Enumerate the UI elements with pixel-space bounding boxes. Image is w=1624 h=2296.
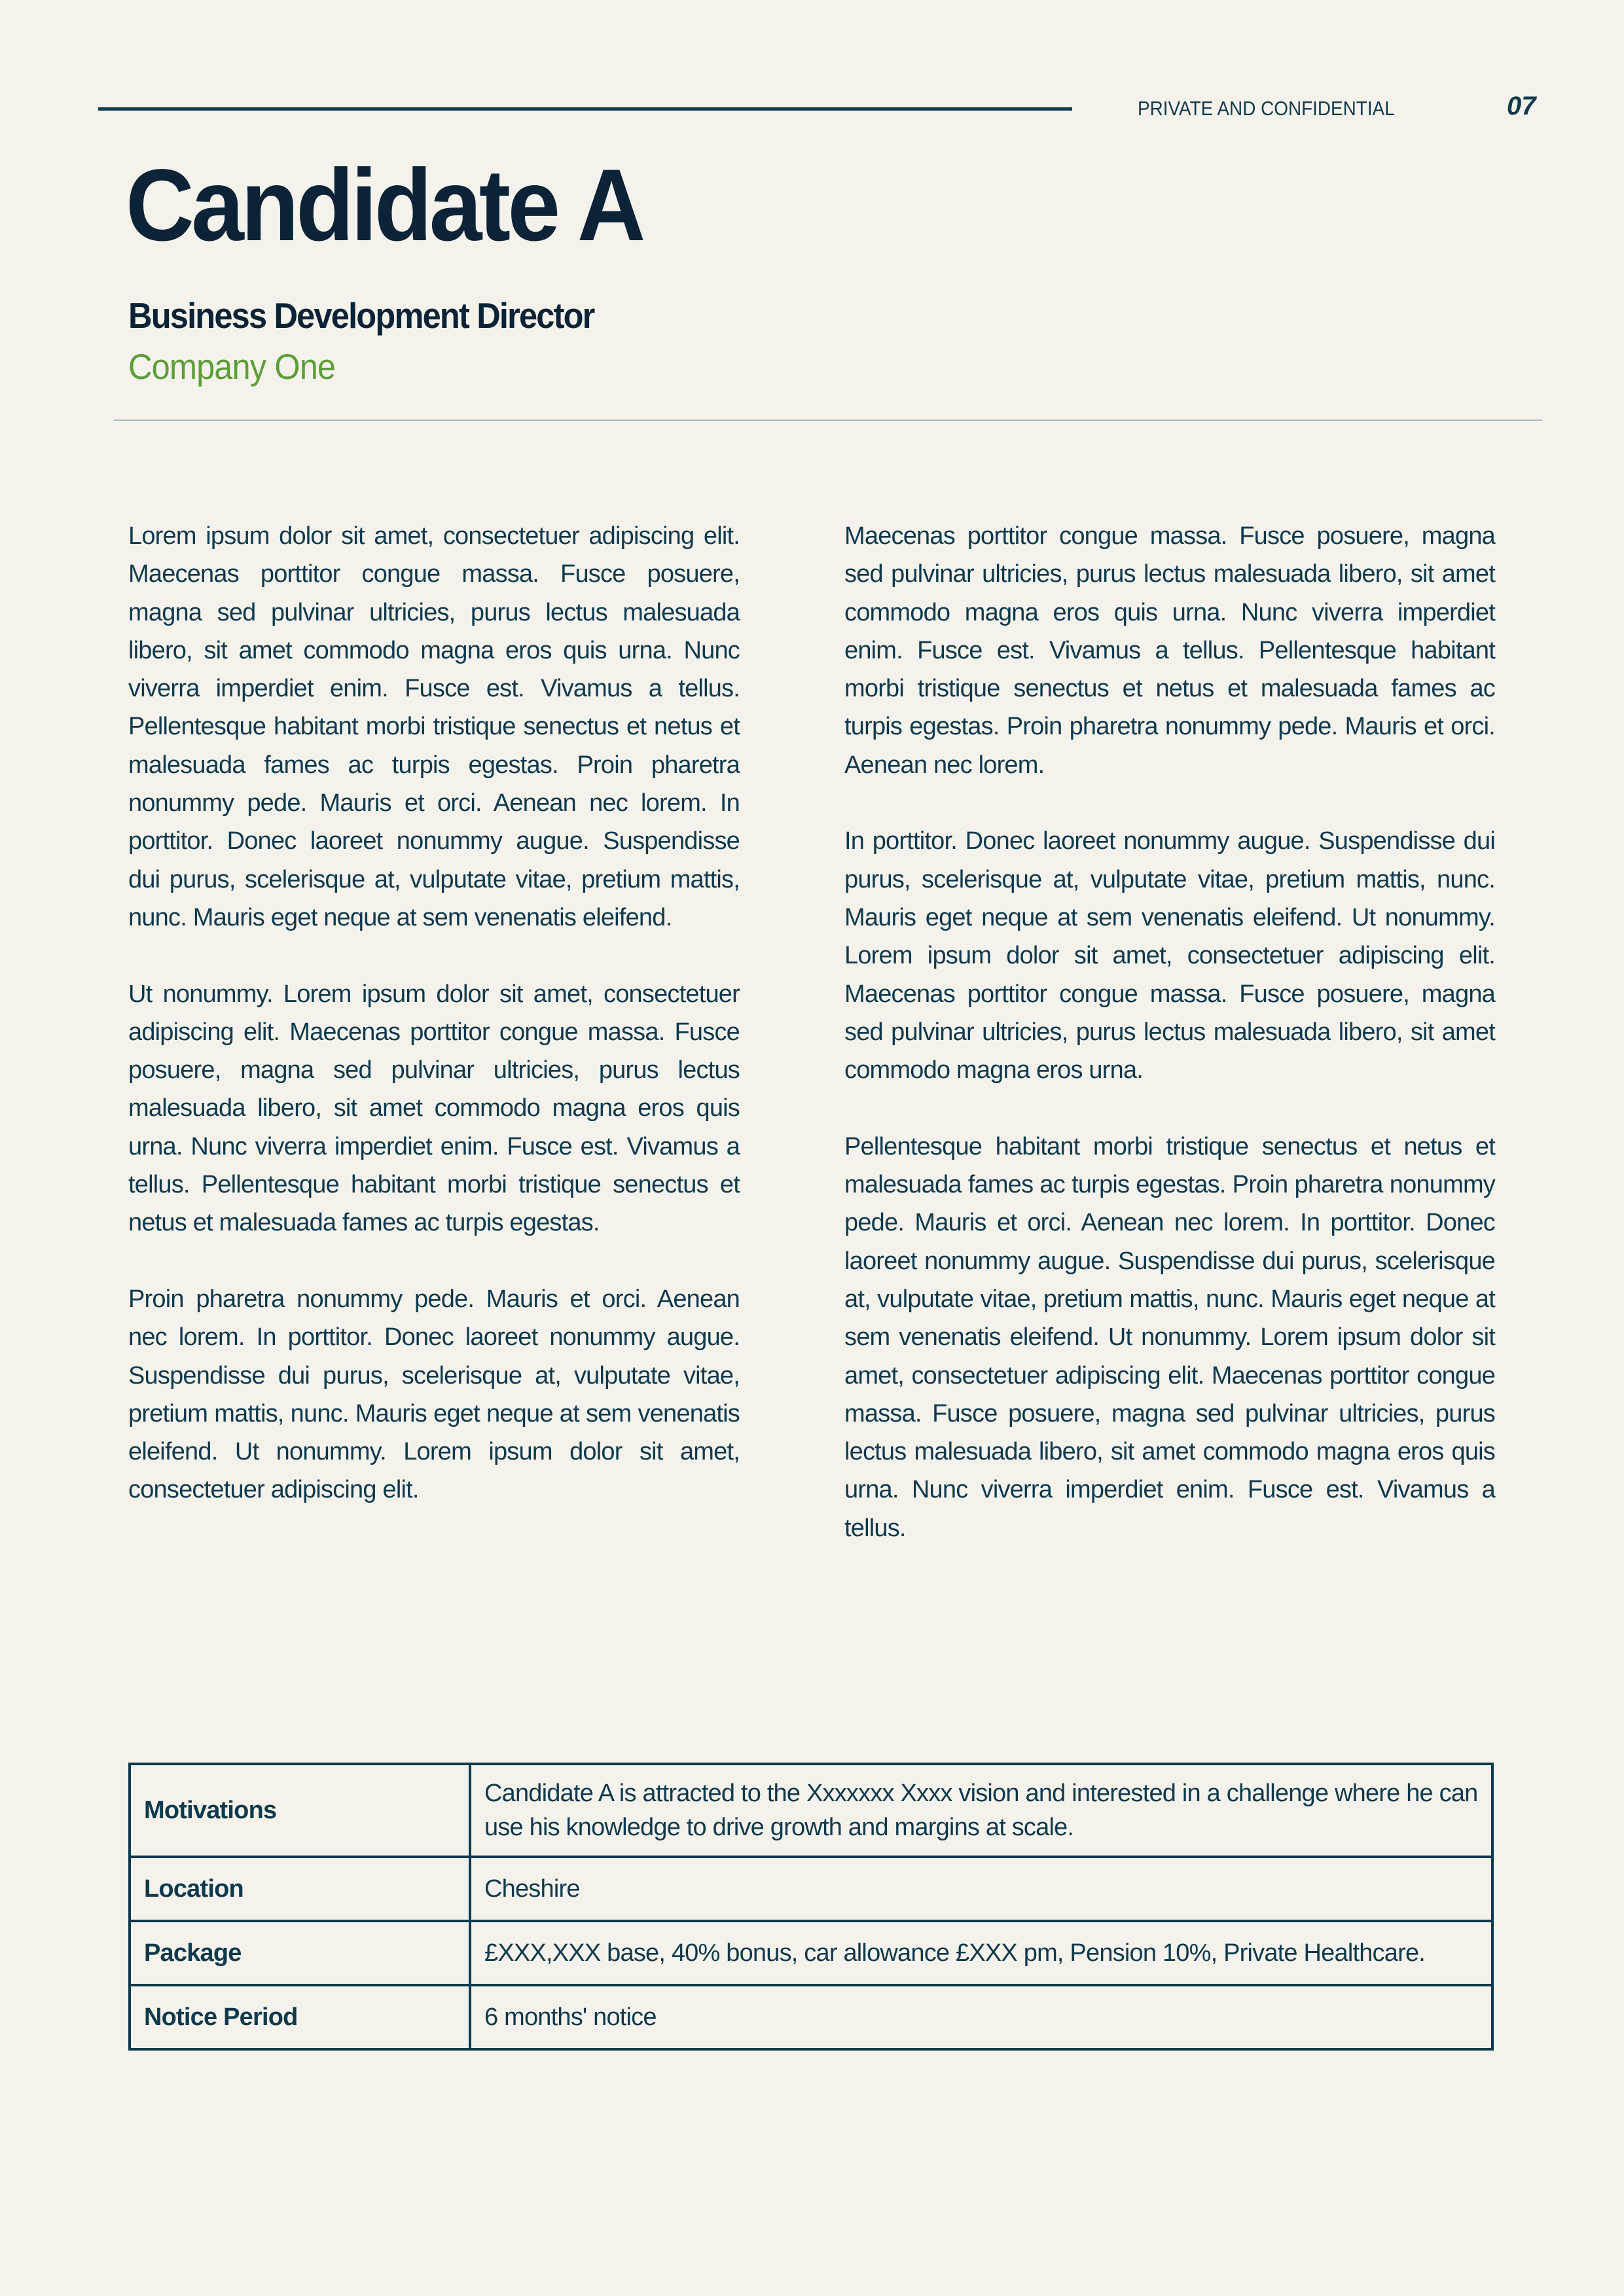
candidate-details-table bbox=[128, 1763, 1494, 2051]
row-value: Cheshire bbox=[470, 1857, 1492, 1921]
company-name: Company One bbox=[128, 346, 336, 387]
body-column-left bbox=[128, 517, 740, 1547]
page-number: 07 bbox=[1507, 92, 1536, 120]
table-row-location bbox=[130, 1857, 1492, 1921]
job-title: Business Development Director bbox=[128, 295, 594, 336]
row-value: 6 months' notice bbox=[470, 1985, 1492, 2049]
row-label: Package bbox=[130, 1921, 470, 1985]
header-rule bbox=[98, 107, 1072, 111]
table-row-package bbox=[130, 1921, 1492, 1985]
paragraph: Pellentesque habitant morbi tristique senectus et netus et malesuada fames ac turpis egestas. Proin pharetra nonummy pede. Mauris et orci. Aenean nec lorem. In porttitor. Donec laoreet nonummy augue. Suspendisse dui purus, scelerisque at, vulputate vitae, pretium mattis, nunc. Mauris eget neque at sem venenatis eleifend. Ut nonummy. Lorem ipsum dolor sit amet, consectetuer adipiscing elit. Maecenas porttitor congue massa. Fusce posuere, magna sed pulvinar ultricies, purus lectus malesuada libero, sit amet commodo magna eros quis urna. Nunc viverra imperdiet enim. Fusce est. Vivamus a tellus. bbox=[844, 1132, 1495, 1542]
paragraph: Ut nonummy. Lorem ipsum dolor sit amet, consectetuer adipiscing elit. Maecenas porttitor congue massa. Fusce posuere, magna sed pulvinar ultricies, purus lectus malesuada libero, sit amet commodo magna eros quis urna. Nunc viverra imperdiet enim. Fusce est. Vivamus a tellus. Pellentesque habitant morbi tristique senectus et netus et malesuada fames ac turpis egestas. bbox=[128, 980, 740, 1237]
section-divider bbox=[114, 420, 1542, 421]
candidate-name: Candidate A bbox=[126, 149, 643, 262]
row-label: Notice Period bbox=[130, 1985, 470, 2049]
row-label: Motivations bbox=[130, 1764, 470, 1857]
confidential-label: PRIVATE AND CONFIDENTIAL bbox=[1138, 97, 1395, 120]
row-value: Candidate A is attracted to the Xxxxxxx Xxxx vision and interested in a challenge where he can use his knowledge to drive growth and margins at scale. bbox=[470, 1764, 1492, 1857]
paragraph: In porttitor. Donec laoreet nonummy augue. Suspendisse dui purus, scelerisque at, vulputate vitae, pretium mattis, nunc. Mauris eget neque at sem venenatis eleifend. Ut nonummy. Lorem ipsum dolor sit amet, consectetuer adipiscing elit. Maecenas porttitor congue massa. Fusce posuere, magna sed pulvinar ultricies, purus lectus malesuada libero, sit amet commodo magna eros urna. bbox=[844, 827, 1495, 1085]
row-label: Location bbox=[130, 1857, 470, 1921]
row-value: £XXX,XXX base, 40% bonus, car allowance £XXX pm, Pension 10%, Private Healthcare. bbox=[470, 1921, 1492, 1985]
paragraph: Proin pharetra nonummy pede. Mauris et orci. Aenean nec lorem. In porttitor. Donec laoreet nonummy augue. Suspendisse dui purus, scelerisque at, vulputate vitae, pretium mattis, nunc. Mauris eget neque at sem venenatis eleifend. Ut nonummy. Lorem ipsum dolor sit amet, consectetuer adipiscing elit. bbox=[128, 1285, 740, 1504]
paragraph: Lorem ipsum dolor sit amet, consectetuer adipiscing elit. Maecenas porttitor congue massa. Fusce posuere, magna sed pulvinar ultricies, purus lectus malesuada libero, sit amet commodo magna eros quis urna. Nunc viverra imperdiet enim. Fusce est. Vivamus a tellus. Pellentesque habitant morbi tristique senectus et netus et malesuada fames ac turpis egestas. Proin pharetra nonummy pede. Mauris et orci. Aenean nec lorem. In porttitor. Donec laoreet nonummy augue. Suspendisse dui purus, scelerisque at, vulputate vitae, pretium mattis, nunc. Mauris eget neque at sem venenatis eleifend. bbox=[128, 522, 740, 931]
body-column-right bbox=[844, 517, 1495, 1585]
table-row-motivations bbox=[130, 1764, 1492, 1857]
table-row-notice-period bbox=[130, 1985, 1492, 2049]
paragraph: Maecenas porttitor congue massa. Fusce posuere, magna sed pulvinar ultricies, purus lectus malesuada libero, sit amet commodo magna eros quis urna. Nunc viverra imperdiet enim. Fusce est. Vivamus a tellus. Pellentesque habitant morbi tristique senectus et netus et malesuada fames ac turpis egestas. Proin pharetra nonummy pede. Mauris et orci. Aenean nec lorem. bbox=[844, 522, 1495, 779]
